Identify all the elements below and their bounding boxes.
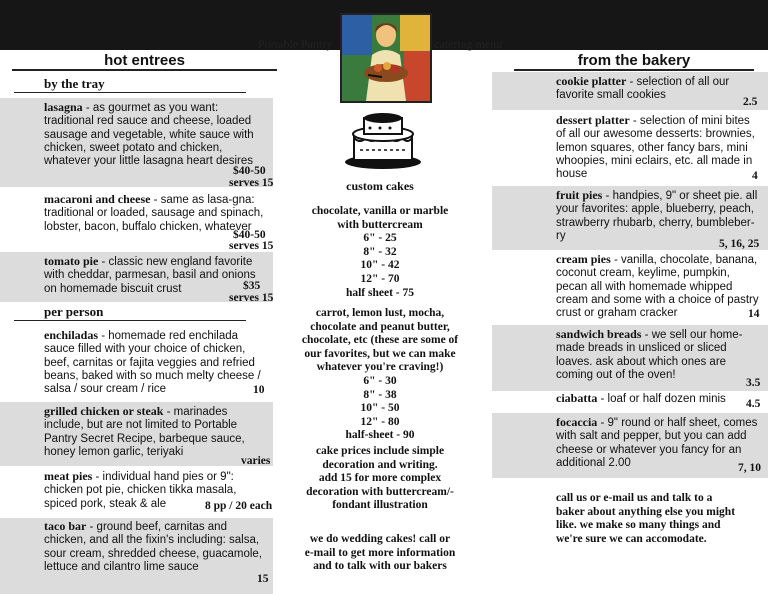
per-person-heading: per person <box>14 304 246 321</box>
menu-item-lasagna: lasagna - as gourmet as you want: traditional red sauce and cheese, loaded sausage and vegetable, white sauce with chicken, sweet potato and chicken, whatever your little lasagna heart desires <box>0 98 273 187</box>
hot-entrees-heading: hot entrees <box>12 52 277 71</box>
price-tomato-pie: $35 <box>243 280 261 292</box>
bakery-item-focaccia: focaccia - 9" round or half sheet, comes with salt and pepper, but you can add cheese or whatever you fancy for an additional 2.00 <box>492 413 768 478</box>
price-grilled: varies <box>241 455 271 467</box>
price-cream-pies: 14 <box>748 308 760 320</box>
custom-cakes-heading: custom cakes <box>346 179 414 193</box>
bakery-item-dessert-platter: dessert platter - selection of mini bites of all our awesome desserts: brownies, lemon squares, other fancy bars, mini whoopies, mini eclairs, etc. all made in house <box>556 113 755 181</box>
menu-item-grilled-chicken-or-steak: grilled chicken or steak - marinades include, but are not limited to Portable Pantry Secret Recipe, barbeque sauce, honey lemon garlic, teriyaki <box>0 402 273 466</box>
bakery-item-cookie-platter: cookie platter - selection of all our favorite small cookies <box>492 72 768 110</box>
wedding-cakes-note: we do wedding cakes! call or e-mail to get more information and to talk with our bakers <box>304 533 456 573</box>
serves-lasagna: serves 15 <box>229 177 274 189</box>
cake-icon <box>340 110 426 172</box>
serves-tomato-pie: serves 15 <box>229 292 274 304</box>
price-enchiladas: 10 <box>253 384 265 396</box>
cake-flavors-2: carrot, lemon lust, mocha, chocolate and peanut butter, chocolate, etc (these are some of our favorites, but we can make whatever you're craving!) 6" - 30 8" - 38 10" - 50 12" - 80 half-sheet - 90 <box>301 307 459 442</box>
serves-mac-and-cheese: serves 15 <box>229 240 274 252</box>
price-sandwich-breads: 3.5 <box>746 377 761 389</box>
price-mac-and-cheese: $40-50 <box>233 229 266 241</box>
cake-notes: cake prices include simple decoration and writing. add 15 for more complex decoration with buttercream/- fondant illustration <box>306 445 454 512</box>
brand-name: Portable Pantry <box>258 37 333 51</box>
menu-type-label: catering menu <box>434 37 503 51</box>
price-dessert-platter: 4 <box>752 170 758 182</box>
bakery-item-fruit-pies: fruit pies - handpies, 9" or sheet pie. all your favorites: apple, blueberry, peach, strawberry rhubarb, cherry, bumbleber-ry <box>492 186 768 250</box>
cake-flavors-1: chocolate, vanilla or marble with buttercream 6" - 25 8" - 32 10" - 42 12" - 70 half sheet - 75 <box>311 205 449 299</box>
menu-item-taco-bar: taco bar - ground beef, carnitas and chicken, and all the fixin's including: salsa, sour cream, shredded cheese, guacamole, lettuce and cilantro lime sauce <box>0 518 273 594</box>
price-meat-pies: 8 pp / 20 each <box>205 500 273 512</box>
price-taco-bar: 15 <box>257 573 269 585</box>
price-cookie-platter: 2.5 <box>743 96 758 108</box>
menu-item-meat-pies: meat pies - individual hand pies or 9": chicken pot pie, chicken tikka masala, spiced pork, steak & ale <box>44 469 237 510</box>
bakery-contact-note: call us or e-mail us and talk to a baker about anything else you might like. we make so many things and we're sure we can accomodate. <box>556 492 736 545</box>
price-focaccia: 7, 10 <box>738 462 761 474</box>
bakery-item-ciabatta: ciabatta - loaf or half dozen minis <box>556 391 726 405</box>
by-the-tray-heading: by the tray <box>14 76 246 93</box>
price-ciabatta: 4.5 <box>746 398 761 410</box>
bakery-item-sandwich-breads: sandwich breads - we sell our home-made breads in unsliced or sliced loaves. ask about which ones are coming out of the oven! <box>492 325 768 391</box>
menu-item-tomato-pie: tomato pie - classic new england favorite with cheddar, parmesan, basil and onions on homemade biscuit crust <box>0 252 273 302</box>
from-the-bakery-heading: from the bakery <box>514 52 754 71</box>
price-lasagna: $40-50 <box>233 165 266 177</box>
bakery-item-cream-pies: cream pies - vanilla, chocolate, banana, coconut cream, keylime, pumpkin, pecan all with homemade whipped cream and some with a choice of pastry crust or graham cracker <box>556 252 759 320</box>
logo-illustration <box>340 13 432 103</box>
menu-item-mac-and-cheese: macaroni and cheese - same as lasa-gna: traditional or loaded, sausage and spinach, lobster, bacon, buffalo chicken, whatever <box>44 192 264 233</box>
price-fruit-pies: 5, 16, 25 <box>719 238 760 250</box>
menu-item-enchiladas: enchiladas - homemade red enchilada sauce filled with your choice of chicken, beef, carnitas or fajita veggies and refried beans, baked with so much melty cheese / salsa / sour cream / rice <box>44 328 261 396</box>
